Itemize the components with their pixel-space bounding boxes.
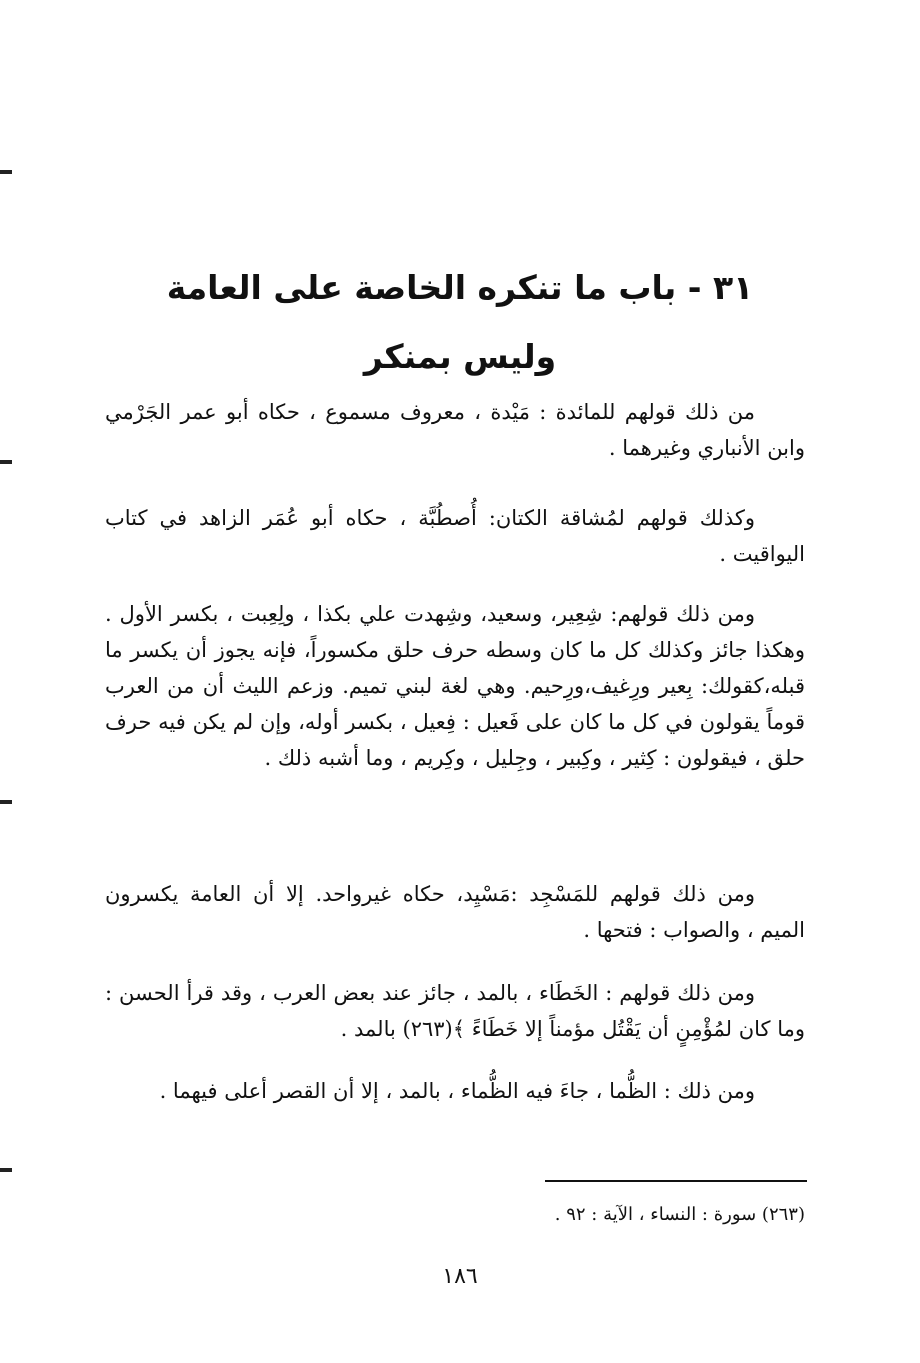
- paragraph: [105, 876, 805, 948]
- page-number: ١٨٦: [442, 1264, 478, 1289]
- scan-edge-mark: [0, 800, 12, 804]
- paragraph-text: ومن ذلك : الظُّما ، جاءَ فيه الظُّماء ، بالمد ، إلا أن القصر أعلى فيهما .: [159, 1079, 755, 1103]
- paragraph-text: وكذلك قولهم لمُشاقة الكتان: أُصطُبَّة ، حكاه أبو عُمَر الزاهد في كتاب اليواقيت .: [105, 506, 805, 566]
- paragraph: [105, 394, 805, 466]
- paragraph-text: من ذلك قولهم للمائدة : مَيْدة ، معروف مسموع ، حكاه أبو عمر الجَرْمي وابن الأنباري وغيرهما .: [105, 400, 805, 460]
- scan-edge-mark: [0, 460, 12, 464]
- chapter-subtitle: وليس بمنكر: [363, 337, 557, 376]
- scan-edge-mark: [0, 1168, 12, 1172]
- paragraph-text: ومن ذلك قولهم للمَسْجِد :مَسْيِد، حكاه غيرواحد. إلا أن العامة يكسرون الميم ، والصواب : فتحها .: [105, 882, 805, 942]
- chapter-title: ٣١ - باب ما تنكره الخاصة على العامة: [166, 268, 754, 307]
- paragraph: [105, 500, 805, 572]
- paragraph: [105, 1073, 805, 1109]
- paragraph: [105, 596, 805, 776]
- footnote-divider: [545, 1180, 807, 1182]
- footnote: (٢٦٣) سورة : النساء ، الآية : ٩٢ .: [554, 1204, 805, 1225]
- paragraph: [105, 975, 805, 1047]
- scan-edge-mark: [0, 170, 12, 174]
- paragraph-text: ومن ذلك قولهم: شِعِير، وسعيد، وشِهدت علي بكذا ، ولِعِبت ، بكسر الأول . وهكذا جائز وكذلك كل ما كان وسطه حرف حلق مكسوراً، فإنه يجوز أن يكسر ما قبله،كقولك: بِعير ورِغيف،ورِحيم. وهي لغة لبني تميم. وزعم الليث أن من العرب قوماً يقولون في كل ما كان على فَعيل : فِعيل ، بكسر أوله، وإن لم يكن فيه حرف حلق ، فيقولون : كِثير ، وكِبير ، وجِليل ، وكِريم ، وما أشبه ذلك .: [105, 602, 805, 770]
- paragraph-text: ومن ذلك قولهم : الخَطَاء ، بالمد ، جائز عند بعض العرب ، وقد قرأ الحسن : وما كان لمُؤْمِنٍ أن يَقْتُل مؤمناً إلا خَطَاءً ﴾(٢٦٣) بالمد .: [105, 981, 805, 1041]
